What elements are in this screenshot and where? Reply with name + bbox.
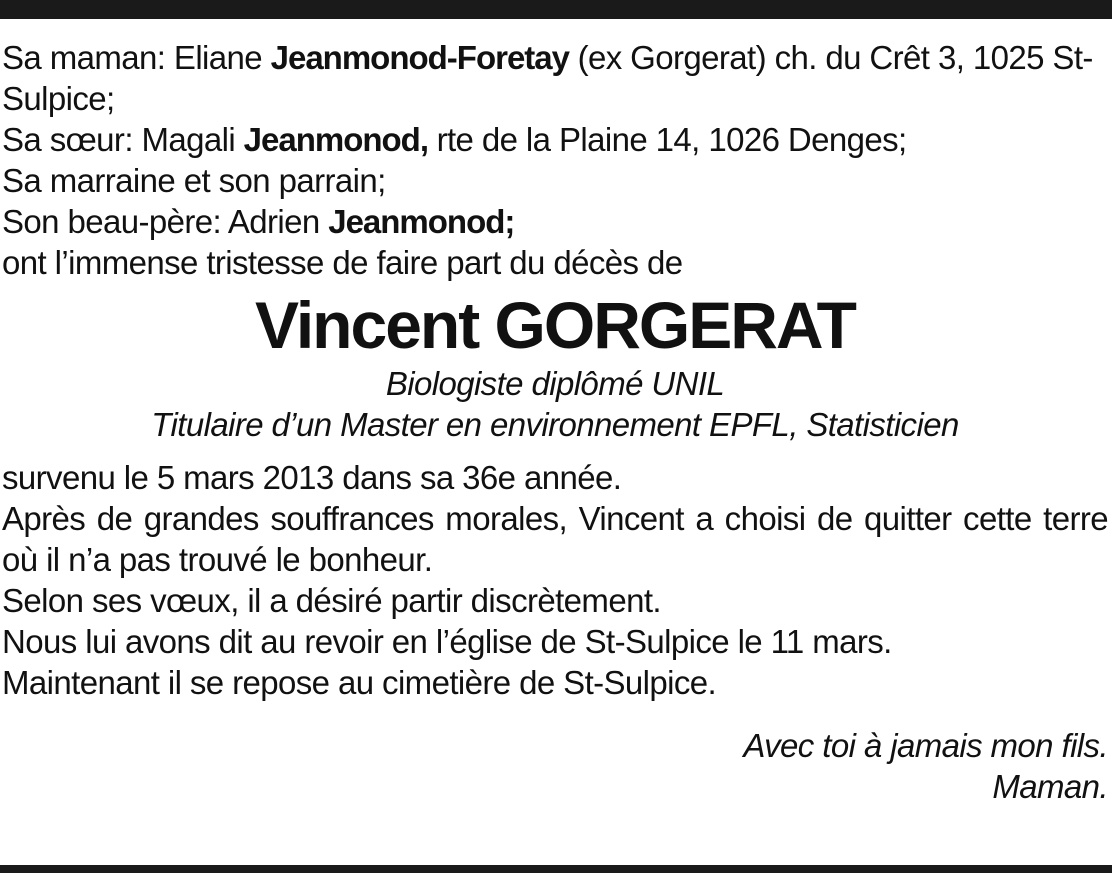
deceased-name: Vincent GORGERAT: [255, 288, 855, 362]
death-notice: [2, 37, 1108, 807]
deceased-title-2: Titulaire d’un Master en environnement EPFL, Statisticien: [151, 406, 959, 443]
sister-address: rte de la Plaine 14, 1026 Denges;: [428, 121, 907, 158]
stepfather-surname: Jeanmonod;: [328, 203, 515, 240]
top-rule: [0, 0, 1112, 19]
bottom-rule: [0, 865, 1112, 873]
mother-address: (ex Gorgerat) ch. du Crêt 3, 1025 St-Sulpice;: [2, 39, 1093, 117]
wish-line: Selon ses vœux, il a désiré partir discrètement.: [2, 582, 661, 619]
stepfather-line: [2, 201, 1108, 242]
sister-line: [2, 119, 1108, 160]
closing-line-2: Maman.: [992, 768, 1108, 805]
deceased-block: [2, 289, 1108, 445]
deceased-title-1: Biologiste diplômé UNIL: [385, 365, 725, 402]
intro-line: ont l’immense tristesse de faire part du décès de: [2, 244, 683, 281]
body-paragraph: Après de grandes souffrances morales, Vincent a choisi de quitter cette terre où il n’a pas trouvé le bonheur.: [2, 500, 1108, 578]
stepfather-prefix: Son beau-père: Adrien: [2, 203, 329, 240]
godparents-line: Sa marraine et son parrain;: [2, 162, 386, 199]
rest-line: Maintenant il se repose au cimetière de St-Sulpice.: [2, 664, 717, 701]
mother-prefix: Sa maman: Eliane: [2, 39, 271, 76]
closing-line-1: Avec toi à jamais mon fils.: [743, 727, 1108, 764]
farewell-line: Nous lui avons dit au revoir en l’église de St-Sulpice le 11 mars.: [2, 623, 892, 660]
mother-line: [2, 37, 1108, 119]
sister-prefix: Sa sœur: Magali: [2, 121, 244, 158]
sister-surname: Jeanmonod,: [243, 121, 428, 158]
mother-surname: Jeanmonod-Foretay: [270, 39, 569, 76]
closing-signature: [2, 725, 1108, 807]
death-date-line: survenu le 5 mars 2013 dans sa 36e année.: [2, 459, 622, 496]
